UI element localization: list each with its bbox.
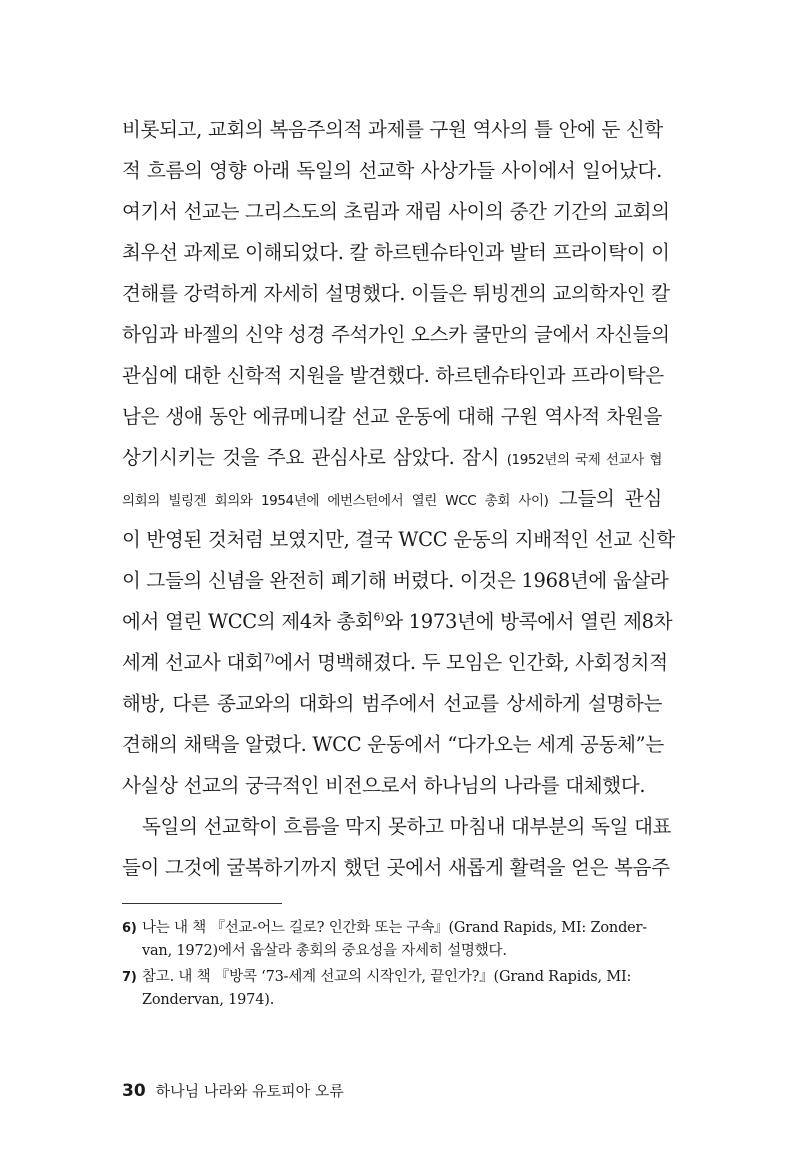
page-footer [122,1080,344,1101]
body-text: 그들의 관심 [548,487,663,510]
footnote-divider [122,903,282,904]
body-text: 와 1973년에 방콕에서 열린 제8차 [384,610,673,633]
body-line: 해방, 다른 종교와의 대화의 범주에서 선교를 상세하게 설명하는 [122,692,662,715]
parenthetical-text: 의회의 빌링겐 회의와 1954년에 에번스턴에서 열린 WCC 총회 사이) [122,493,549,509]
footnote-number: 6) [122,921,137,936]
footnote-text: 나는 내 책 『선교-어느 길로? 인간화 또는 구속』(Grand Rapids, MI: Zonder- [142,920,647,936]
body-line: 최우선 과제로 이해되었다. 칼 하르텐슈타인과 발터 프라이탁이 이 [122,241,670,264]
body-line [122,444,662,474]
footnote-text: Zondervan, 1974). [142,992,275,1008]
footnote-text: van, 1972)에서 웁살라 총회의 중요성을 자세히 설명했다. [142,943,507,959]
footnote-ref[interactable]: 6) [373,610,385,624]
body-line: 하임과 바젤의 신약 성경 주석가인 오스카 쿨만의 글에서 자신들의 [122,323,670,346]
parenthetical-text: (1952년의 국제 선교사 협 [506,452,662,468]
running-title: 하나님 나라와 유토피아 오류 [155,1082,344,1100]
body-line: 독일의 선교학이 흐름을 막지 못하고 마침내 대부분의 독일 대표 [142,815,672,838]
body-text: 상기시키는 것을 주요 관심사로 삼았다. 잠시 [122,446,507,469]
footnote [122,917,662,940]
body-line: 이 반영된 것처럼 보였지만, 결국 WCC 운동의 지배적인 선교 신학 [122,528,675,551]
page-number: 30 [122,1081,146,1101]
body-line: 이 그들의 신념을 완전히 폐기해 버렸다. 이것은 1968년에 웁살라 [122,569,669,592]
body-line: 비롯되고, 교회의 복음주의적 과제를 구원 역사의 틀 안에 둔 신학 [122,118,663,141]
footnote-text: 참고. 내 책 『방콕 ‘73-세계 선교의 시작인가, 끝인가?』(Grand Rapids, MI: [142,969,632,985]
body-line: 적 흐름의 영향 아래 독일의 선교학 사상가들 사이에서 일어났다. [122,159,662,182]
body-text: 에서 명백해졌다. 두 모임은 인간화, 사회정치적 [274,651,668,674]
body-text: 세계 선교사 대회 [122,651,264,674]
body-line: 들이 그것에 굴복하기까지 했던 곳에서 새롭게 활력을 얻은 복음주 [122,856,670,879]
body-line: 여기서 선교는 그리스도의 초림과 재림 사이의 중간 기간의 교회의 [122,200,670,223]
body-line [122,649,668,677]
body-line: 사실상 선교의 궁극적인 비전으로서 하나님의 나라를 대체했다. [122,774,646,797]
body-line [122,485,662,515]
body-line: 남은 생애 동안 에큐메니칼 선교 운동에 대해 구원 역사적 차원을 [122,405,662,428]
body-line [122,608,673,636]
footnote-number: 7) [122,970,137,985]
body-text: 에서 열린 WCC의 제4차 총회 [122,610,374,633]
body-line: 견해를 강력하게 자세히 설명했다. 이들은 튀빙겐의 교의학자인 칼 [122,282,670,305]
footnote-ref[interactable]: 7) [263,651,275,665]
body-line: 관심에 대한 신학적 지원을 발견했다. 하르텐슈타인과 프라이탁은 [122,364,664,387]
body-line: 견해의 채택을 알렸다. WCC 운동에서 “다가오는 세계 공동체”는 [122,733,664,756]
footnote [122,966,662,989]
